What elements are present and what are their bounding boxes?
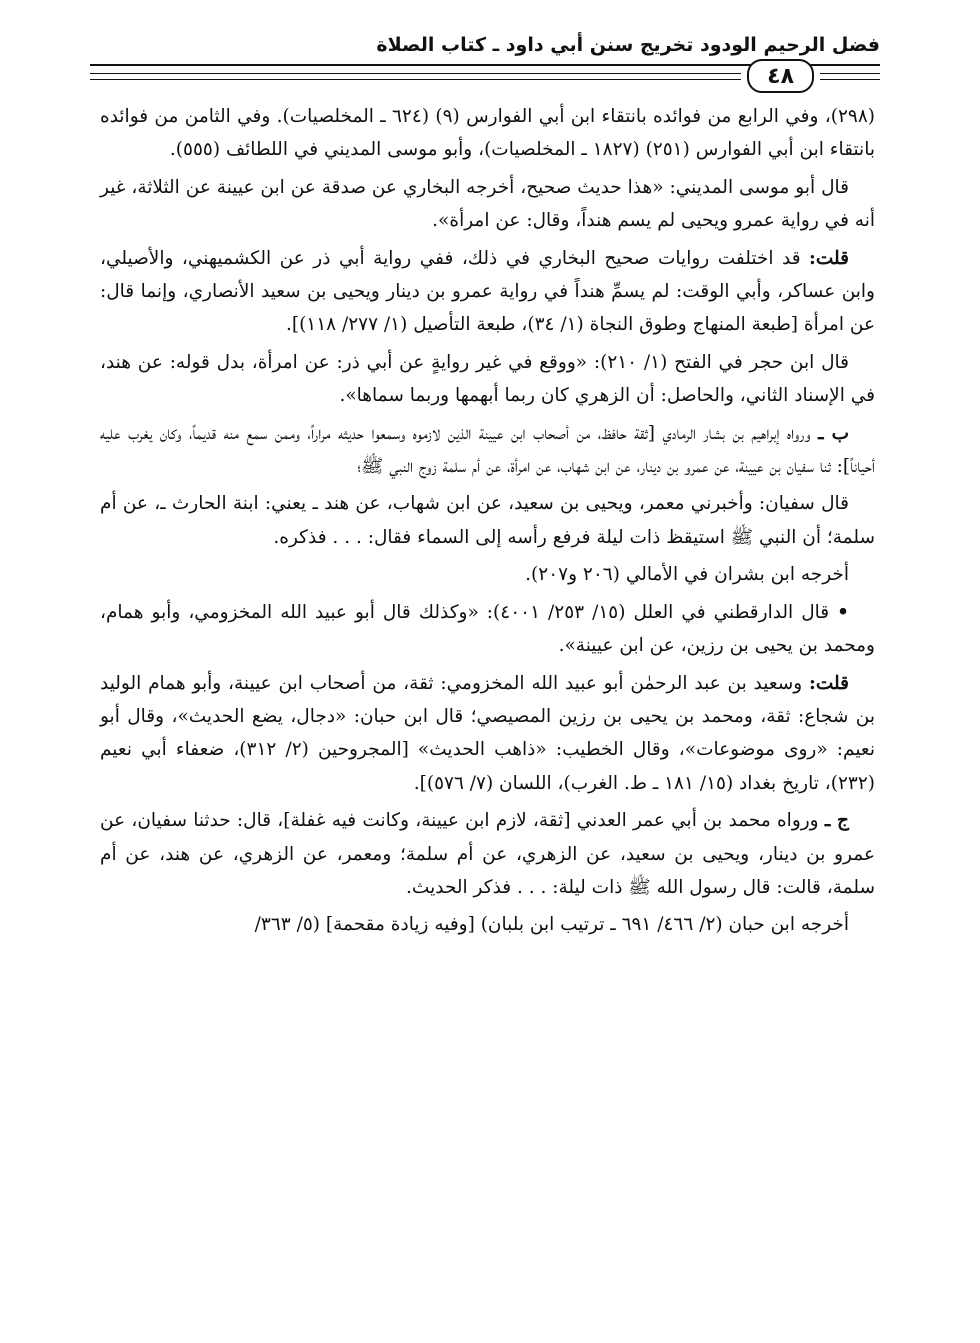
paragraph (100, 804, 875, 904)
paragraph-text: وسعيد بن عبد الرحمٰن أبو عبيد الله المخزومي: ثقة، من أصحاب ابن عيينة، وأبو همام الوليد بن شجاع: ثقة، ومحمد بن يحيى بن رزين المصيصي؛ قال ابن حبان: «دجال، يضع الحديث»، وقال أبو نعيم: «روى موضوعات»، وقال الخطيب: «ذاهب الحديث» [المجروحين (٢/ ٣١٢)، ضعفاء أبي نعيم (٢٣٢)، تاريخ بغداد (١٥/ ١٨١ ـ ط. الغرب)، اللسان (٧/ ٥٧٦)]. (100, 672, 875, 794)
paragraph-text: قد اختلفت روايات صحيح البخاري في ذلك، ففي رواية أبي ذر عن الكشميهني، والأصيلي، وابن عساكر، وأبي الوقت: لم يسمِّ هنداً في رواية عمرو بن دينار ويحيى بن سعيد الأنصاري، وإنما قال: عن امرأة [طبعة المنهاج وطوق النجاة (١/ ٣٤)، طبعة التأصيل (١/ ٢٧٧/ ١١٨)]. (100, 247, 875, 336)
paragraph-text: (٢٩٨)، وفي الرابع من فوائده بانتقاء ابن أبي الفوارس (٩) (٦٢٤ ـ المخلصيات). وفي الثامن من فوائده بانتقاء ابن أبي الفوارس (٢٥١) (١٨٢٧ ـ المخلصيات)، وأبو موسى المديني في اللطائف (٥٥٥). (100, 106, 875, 161)
paragraph-lead: ب ـ (818, 422, 850, 444)
paragraph (100, 100, 875, 167)
paragraph-text: قال ابن حجر في الفتح (١/ ٢١٠): «ووقع في غير روايةٍ عن أبي ذر: عن امرأة، بدل قوله: عن هند، في الإسناد الثاني، والحاصل: أن الزهري كان ربما أبهمها وربما سماها». (100, 351, 875, 407)
paragraph-text: أخرجه ابن حبان (٢/ ٤٦٦/ ٦٩١ ـ ترتيب ابن بلبان) [وفيه زيادة مقحمة] (٥/ ٣٦٣/ (254, 914, 849, 936)
paragraph (100, 596, 875, 663)
page-number-ornament (90, 56, 880, 96)
paragraph-text: ورواه محمد بن أبي عمر العدني [ثقة، لازم ابن عيينة، وكانت فيه غفلة]، قال: حدثنا سفيان، عن عمرو بن دينار، ويحيى بن سعيد، عن الزهري، عن أم سلمة؛ ومعمر، عن الزهري، عن هند، عن أم سلمة، قالت: قال رسول الله ﷺ ذات ليلة: . . . فذكر الحديث. (100, 810, 875, 898)
paragraph (100, 346, 875, 413)
paragraph (100, 908, 875, 941)
body-text (100, 100, 875, 946)
paragraph-text: ورواه إبراهيم بن بشار الرمادي [ثقة حافظ، من أصحاب ابن عيينة الذين لازموه وسمعوا حديثه مراراً، وممن سمع منه قديماً، وكان يغرب عليه أحياناً]: ثنا سفيان بن عيينة، عن عمرو بن دينار، عن ابن شهاب، عن امرأة، عن أم سلمة زوج النبي ﷺ؛ (100, 422, 875, 478)
paragraph (100, 667, 875, 801)
paragraph (100, 242, 875, 342)
paragraph (100, 558, 875, 591)
ornament-line-right (820, 73, 880, 80)
paragraph (100, 171, 875, 238)
paragraph (100, 487, 875, 554)
paragraph-lead: قلت: (809, 672, 849, 694)
paragraph-lead: • (837, 601, 849, 623)
paragraph-text: قال سفيان: وأخبرني معمر، ويحيى بن سعيد، عن ابن شهاب، عن هند ـ يعني: ابنة الحارث ـ، عن أم سلمة؛ أن النبي ﷺ استيقظ ذات ليلة فرفع رأسه إلى السماء فقال: . . . فذكره. (100, 493, 875, 548)
paragraph-lead: ج ـ (824, 810, 849, 832)
ornament-line-left (90, 73, 741, 80)
paragraph-text: قال أبو موسى المديني: «هذا حديث صحيح، أخرجه البخاري عن صدقة عن ابن عيينة عن الثلاثة، غير أنه في رواية عمرو ويحيى لم يسم هنداً، وقال: عن امرأة». (100, 176, 875, 232)
paragraph-text: أخرجه ابن بشران في الأمالي (٢٠٦ و٢٠٧). (525, 564, 849, 586)
paragraph-text: قال الدارقطني في العلل (١٥/ ٢٥٣/ ٤٠٠١): «وكذلك قال أبو عبيد الله المخزومي، وأبو همام، ومحمد بن يحيى بن رزين، عن ابن عيينة». (100, 601, 875, 657)
paragraph-lead: قلت: (809, 247, 849, 269)
page-number: ٤٨ (747, 59, 814, 93)
running-header-title: فضل الرحيم الودود تخريج سنن أبي داود ـ كتاب الصلاة (376, 34, 880, 56)
paragraph (100, 417, 875, 484)
